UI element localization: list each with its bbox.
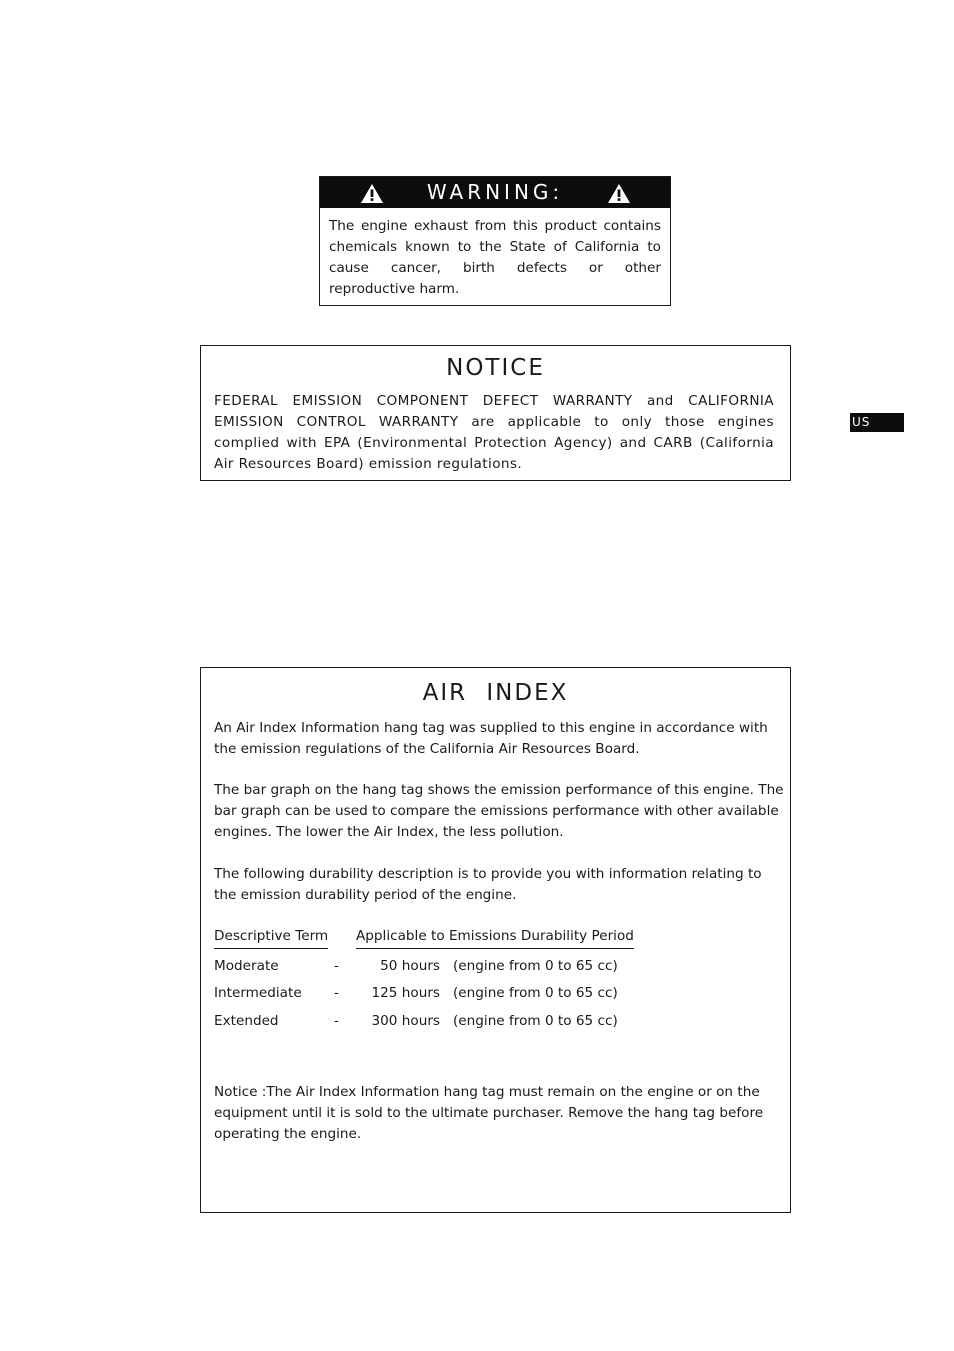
durability-row (214, 983, 734, 1004)
header-durability-period: Applicable to Emissions Durability Period (356, 926, 634, 949)
air-index-box (200, 667, 791, 1213)
warning-text: The engine exhaust from this product contains chemicals known to the State of California to cause cancer, birth defects or other reproductive harm. (329, 218, 661, 297)
term-cell: Intermediate (214, 985, 302, 1001)
durability-row (214, 956, 734, 977)
term-cell: Moderate (214, 958, 279, 974)
region-badge: US (850, 413, 904, 432)
range-cell: (engine from 0 to 65 cc) (453, 958, 618, 974)
durability-row (214, 1011, 734, 1032)
notice-box (200, 345, 791, 481)
notice-title: NOTICE (446, 355, 545, 381)
warning-box (319, 176, 671, 306)
air-index-title: AIR INDEX (422, 680, 569, 706)
dash-cell: - (334, 985, 339, 1001)
hang-tag-notice: Notice :The Air Index Information hang tag must remain on the engine or on the equipment until it is sold to the ultimate purchaser. Remove the hang tag before operating the engine. (214, 1084, 764, 1142)
air-index-paragraph: An Air Index Information hang tag was supplied to this engine in accordance with the emission regulations of the California Air Resources Board. (214, 720, 768, 757)
air-index-paragraph: The bar graph on the hang tag shows the emission performance of this engine. The bar graph can be used to compare the emissions performance with other available engines. The lower the Air Index, the less pollution. (214, 782, 784, 840)
notice-text: FEDERAL EMISSION COMPONENT DEFECT WARRANTY and CALIFORNIA EMISSION CONTROL WARRANTY are applicable to only those engines complied with EPA (Environmental Protection Agency) and CARB (California Air Resources Board) emission regulations. (214, 393, 774, 472)
range-cell: (engine from 0 to 65 cc) (453, 1013, 618, 1029)
air-index-paragraph: The following durability description is to provide you with information relating to the emission durability period of the engine. (214, 866, 762, 903)
hours-cell: 300 hours (371, 1013, 440, 1029)
dash-cell: - (334, 958, 339, 974)
dash-cell: - (334, 1013, 339, 1029)
term-cell: Extended (214, 1013, 279, 1029)
warning-title: WARNING: (426, 180, 564, 204)
hours-cell: 50 hours (380, 958, 440, 974)
hours-cell: 125 hours (371, 985, 440, 1001)
header-descriptive-term: Descriptive Term (214, 926, 328, 949)
range-cell: (engine from 0 to 65 cc) (453, 985, 618, 1001)
warning-header (320, 177, 670, 208)
